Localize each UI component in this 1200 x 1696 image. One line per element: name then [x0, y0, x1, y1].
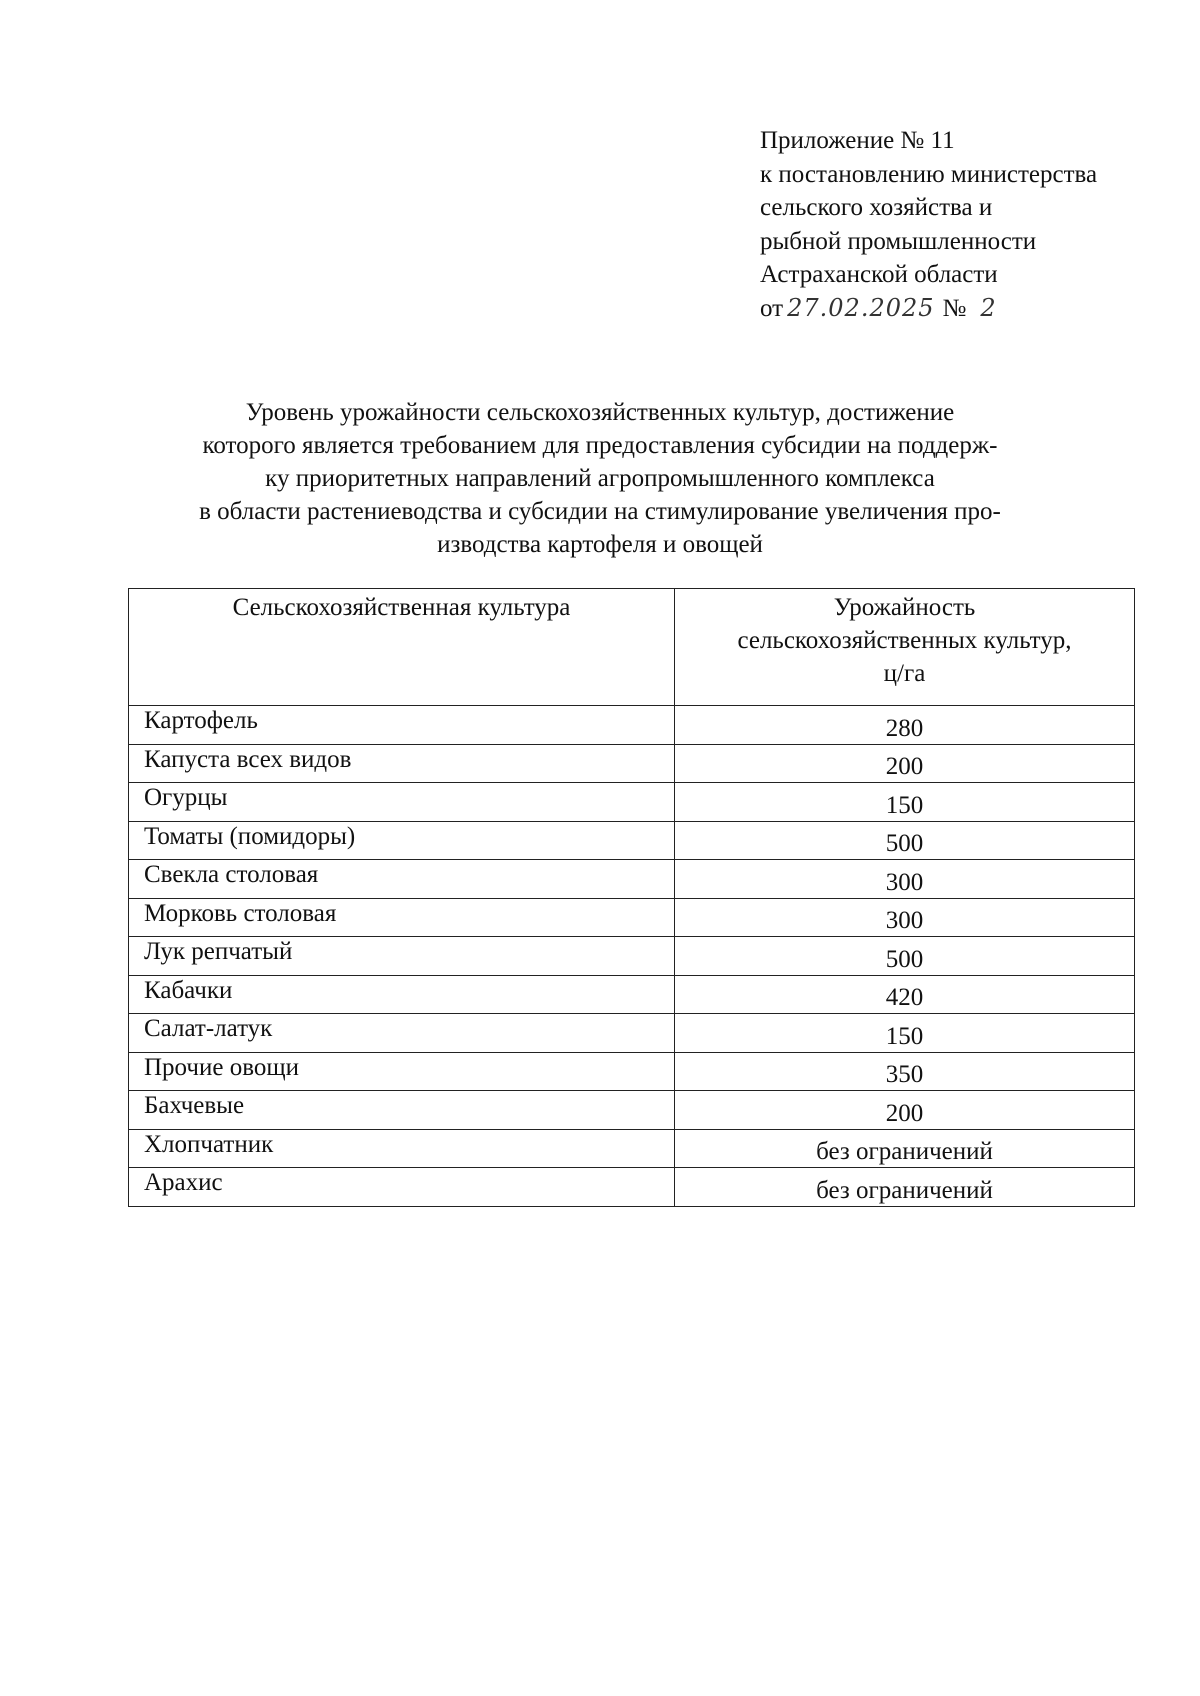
table-row — [129, 860, 1135, 899]
table-row — [129, 783, 1135, 822]
appendix-line: Астраханской области — [760, 261, 998, 288]
yield-cell: 300 — [675, 860, 1135, 899]
crop-cell: Кабачки — [129, 975, 675, 1014]
crop-cell: Картофель — [129, 706, 675, 745]
title-line: в области растениеводства и субсидии на стимулирование увеличения про- — [199, 498, 1001, 525]
crop-cell: Свекла столовая — [129, 860, 675, 899]
title-line: Уровень урожайности сельскохозяйственных культур, достижение — [245, 399, 955, 426]
handwritten-date: 27.02.2025 — [787, 293, 935, 322]
appendix-header — [760, 124, 1097, 325]
yield-cell: без ограничений — [675, 1168, 1135, 1207]
table-row — [129, 821, 1135, 860]
yield-cell: 150 — [675, 1014, 1135, 1053]
yield-cell: 350 — [675, 1052, 1135, 1091]
date-prefix: от — [760, 294, 784, 322]
table-header-row — [129, 589, 1135, 706]
title-line: изводства картофеля и овощей — [437, 531, 763, 558]
yield-cell: 150 — [675, 783, 1135, 822]
table-row — [129, 1052, 1135, 1091]
crop-cell: Морковь столовая — [129, 898, 675, 937]
table-row — [129, 975, 1135, 1014]
crop-cell: Салат-латук — [129, 1014, 675, 1053]
title-line: ку приоритетных направлений агропромышленного комплекса — [265, 465, 935, 492]
appendix-line: рыбной промышленности — [760, 227, 1037, 255]
yield-cell: без ограничений — [675, 1129, 1135, 1168]
table-row — [129, 937, 1135, 976]
header-yield-line: сельскохозяйственных культур, — [737, 627, 1072, 654]
table-row — [129, 898, 1135, 937]
yield-cell: 500 — [675, 937, 1135, 976]
handwritten-number: 2 — [980, 293, 997, 322]
header-yield-line: Урожайность — [833, 594, 976, 621]
yield-cell: 300 — [675, 898, 1135, 937]
table-row — [129, 1091, 1135, 1130]
crop-cell: Огурцы — [129, 783, 675, 822]
table-row — [129, 1014, 1135, 1053]
appendix-line: к постановлению министерства — [760, 160, 1098, 188]
title-line: которого является требованием для предоставления субсидии на поддерж- — [202, 432, 998, 459]
appendix-line: сельского хозяйства и — [760, 194, 993, 221]
table-row — [129, 744, 1135, 783]
crop-cell: Прочие овощи — [129, 1052, 675, 1091]
table-row — [129, 706, 1135, 745]
yield-cell: 200 — [675, 1091, 1135, 1130]
header-yield — [675, 589, 1135, 706]
appendix-date-line — [760, 292, 1097, 326]
appendix-line: Приложение № 11 — [760, 127, 955, 154]
table-row — [129, 1168, 1135, 1207]
document-title — [150, 396, 1050, 561]
table-row — [129, 1129, 1135, 1168]
crop-cell: Арахис — [129, 1168, 675, 1207]
yield-cell: 500 — [675, 821, 1135, 860]
crop-cell: Томаты (помидоры) — [129, 821, 675, 860]
yield-cell: 420 — [675, 975, 1135, 1014]
header-crop: Сельскохозяйственная культура — [129, 589, 675, 706]
header-yield-line: ц/га — [883, 660, 926, 687]
yield-cell: 280 — [675, 706, 1135, 745]
yield-table — [128, 588, 1135, 1207]
crop-cell: Лук репчатый — [129, 937, 675, 976]
crop-cell: Хлопчатник — [129, 1129, 675, 1168]
yield-cell: 200 — [675, 744, 1135, 783]
number-sign: № — [942, 294, 967, 322]
crop-cell: Бахчевые — [129, 1091, 675, 1130]
crop-cell: Капуста всех видов — [129, 744, 675, 783]
